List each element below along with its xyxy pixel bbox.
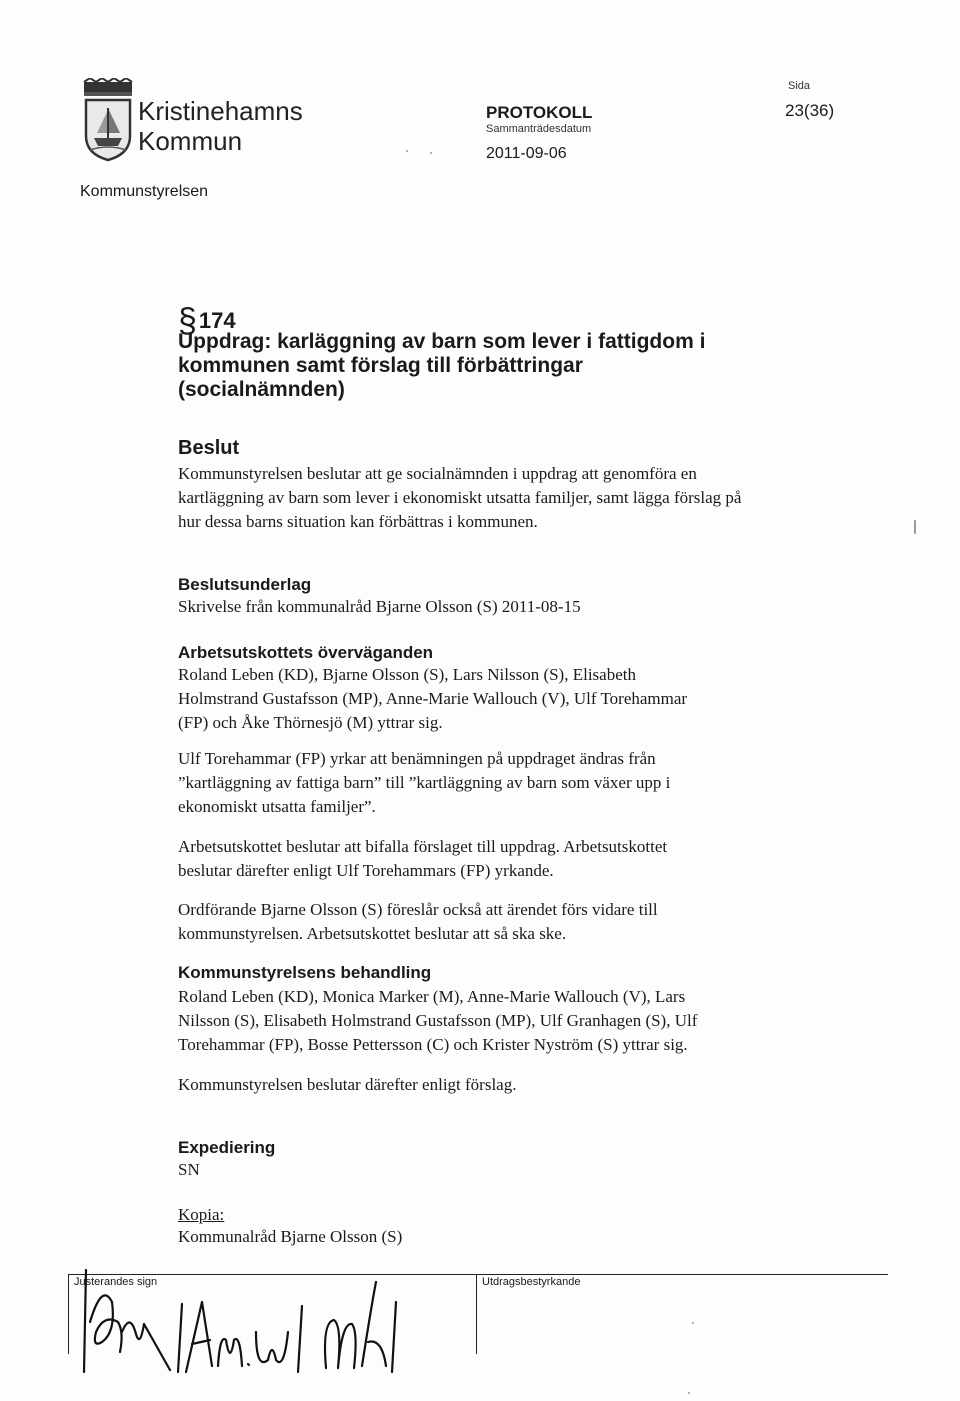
scan-speck <box>692 1322 694 1324</box>
item-title <box>178 330 778 402</box>
committee-name: Kommunstyrelsen <box>80 183 209 200</box>
handwritten-signatures <box>72 1262 472 1382</box>
decision-line: hur dessa barns situation kan förbättras i kommunen. <box>178 512 538 531</box>
paragraph-line: Nilsson (S), Elisabeth Holmstrand Gustafsson (MP), Ulf Granhagen (S), Ulf <box>178 1011 698 1030</box>
signature-stroke <box>368 1342 386 1367</box>
document-type: PROTOKOLL <box>486 103 593 122</box>
working-committee-heading: Arbetsutskottets överväganden <box>178 643 434 662</box>
copy-recipient: Kommunalråd Bjarne Olsson (S) <box>178 1227 403 1246</box>
decision-basis-text: Skrivelse från kommunalråd Bjarne Olsson (S) 2011-08-15 <box>178 597 581 616</box>
signature-stroke <box>218 1339 242 1366</box>
paragraph-line: Ulf Torehammar (FP) yrkar att benämningen på uppdraget ändras från <box>178 749 656 768</box>
decision-heading: Beslut <box>178 437 240 459</box>
signature-box-label: Justerandes sign <box>74 1276 158 1288</box>
municipality-name-line1: Kristinehamns <box>138 96 303 126</box>
signature-stroke <box>122 1322 170 1370</box>
board-handling-paragraph <box>178 985 697 1057</box>
working-committee-paragraph <box>178 747 670 819</box>
municipality-crest-logo <box>80 78 136 162</box>
board-handling-paragraph: Kommunstyrelsen beslutar därefter enligt förslag. <box>178 1075 517 1094</box>
signature-stroke <box>392 1302 396 1372</box>
paragraph-line: (FP) och Åke Thörnesjö (M) yttrar sig. <box>178 713 443 732</box>
dispatch-heading: Expediering <box>178 1138 276 1157</box>
decision-line: kartläggning av barn som lever i ekonomiskt utsatta familjer, samt lägga förslag på <box>178 488 742 507</box>
paragraph-line: Ordförande Bjarne Olsson (S) föreslår också att ärendet förs vidare till <box>178 900 658 919</box>
decision-basis-heading: Beslutsunderlag <box>178 575 312 594</box>
item-title-line: (socialnämnden) <box>178 378 345 401</box>
decision-text <box>178 462 741 534</box>
page-label: Sida <box>788 80 811 92</box>
scan-speck <box>406 150 408 152</box>
decision-line: Kommunstyrelsen beslutar att ge socialnämnden i uppdrag att genomföra en <box>178 464 697 483</box>
footer-border-left <box>68 1274 69 1354</box>
footer-border-middle <box>476 1274 477 1354</box>
paragraph-line: ekonomiskt utsatta familjer”. <box>178 797 376 816</box>
paragraph-line: Roland Leben (KD), Bjarne Olsson (S), Lars Nilsson (S), Elisabeth <box>178 665 636 684</box>
signature-stroke <box>362 1282 376 1366</box>
working-committee-paragraph <box>178 835 667 883</box>
paragraph-line: Roland Leben (KD), Monica Marker (M), Anne-Marie Wallouch (V), Lars <box>178 987 686 1006</box>
signature-stroke <box>178 1304 182 1372</box>
signature-stroke <box>186 1302 212 1372</box>
working-committee-paragraph <box>178 663 687 735</box>
scan-speck <box>688 1392 690 1394</box>
signature-stroke <box>90 1295 122 1352</box>
municipality-name-line2: Kommun <box>138 126 243 156</box>
extract-certification-label: Utdragsbestyrkande <box>482 1276 581 1288</box>
paragraph-line: Holmstrand Gustafsson (MP), Anne-Marie Wallouch (V), Ulf Torehammar <box>178 689 688 708</box>
signature-stroke <box>325 1320 356 1368</box>
municipality-name <box>138 96 303 156</box>
scan-speck <box>430 152 432 154</box>
paragraph-line: Arbetsutskottet beslutar att bifalla förslaget till uppdrag. Arbetsutskottet <box>178 837 668 856</box>
dispatch-recipient: SN <box>178 1160 200 1179</box>
meeting-date: 2011-09-06 <box>486 145 567 162</box>
item-title-line: Uppdrag: karläggning av barn som lever i fattigdom i <box>178 330 706 353</box>
scan-mark <box>914 520 916 534</box>
paragraph-line: kommunstyrelsen. Arbetsutskottet beslutar att så ska ske. <box>178 924 567 943</box>
board-handling-heading: Kommunstyrelsens behandling <box>178 963 432 982</box>
signature-stroke <box>298 1306 302 1372</box>
signature-stroke <box>256 1332 288 1362</box>
paragraph-line: beslutar därefter enligt Ulf Torehammars (FP) yrkande. <box>178 861 554 880</box>
section-sign-icon: § <box>178 302 197 340</box>
signature-stroke <box>84 1270 86 1372</box>
copy-label: Kopia: <box>178 1205 225 1224</box>
item-title-line: kommunen samt förslag till förbättringar <box>178 354 583 377</box>
paragraph-number-value: 174 <box>198 308 236 333</box>
paragraph-line: ”kartläggning av fattiga barn” till ”kartläggning av barn som växer upp i <box>178 773 671 792</box>
meeting-date-label: Sammanträdesdatum <box>486 123 592 135</box>
signature-stroke <box>248 1364 249 1365</box>
paragraph-line: Torehammar (FP), Bosse Pettersson (C) och Krister Nyström (S) yttrar sig. <box>178 1035 688 1054</box>
working-committee-paragraph <box>178 898 658 946</box>
page-number: 23(36) <box>785 101 835 120</box>
